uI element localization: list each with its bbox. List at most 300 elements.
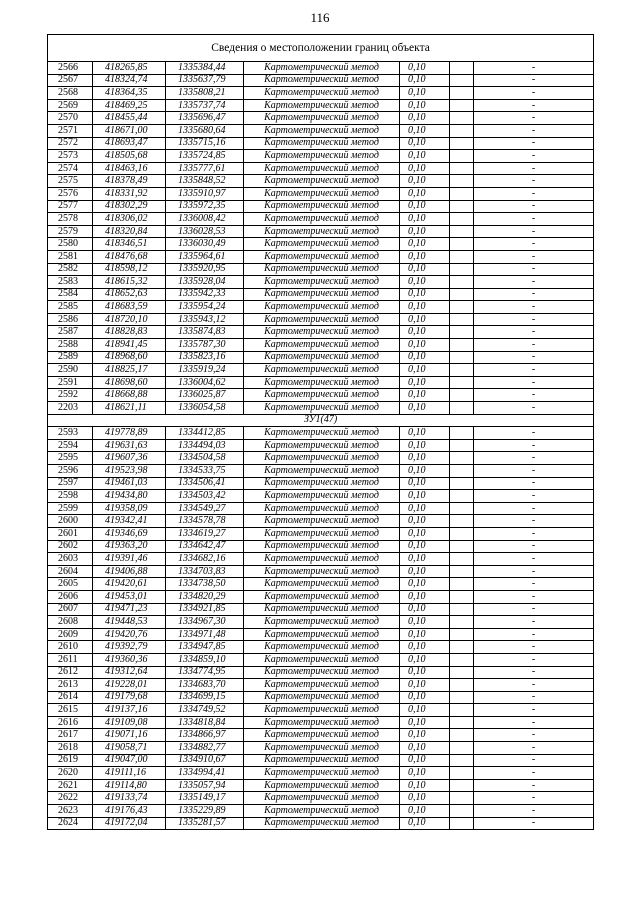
x-coordinate-cell: 419434,80: [93, 490, 166, 503]
accuracy-cell: 0,10: [400, 99, 450, 112]
table-row: [48, 402, 594, 415]
x-coordinate-cell: 418324,74: [93, 74, 166, 87]
note-cell: -: [474, 301, 594, 314]
x-coordinate-cell: 418364,35: [93, 87, 166, 100]
y-coordinate-cell: 1334619,27: [166, 527, 244, 540]
table-row: [48, 616, 594, 629]
x-coordinate-cell: 418968,60: [93, 351, 166, 364]
table-row: [48, 124, 594, 137]
note-cell: -: [474, 465, 594, 478]
accuracy-cell: 0,10: [400, 112, 450, 125]
note-cell: -: [474, 502, 594, 515]
method-cell: Картометрический метод: [244, 389, 400, 402]
method-cell: Картометрический метод: [244, 490, 400, 503]
x-coordinate-cell: 419071,16: [93, 729, 166, 742]
table-row: [48, 452, 594, 465]
y-coordinate-cell: 1334506,41: [166, 477, 244, 490]
table-row: [48, 590, 594, 603]
y-coordinate-cell: 1334774,95: [166, 666, 244, 679]
table-row: [48, 767, 594, 780]
note-cell: -: [474, 74, 594, 87]
y-coordinate-cell: 1335928,04: [166, 276, 244, 289]
note-cell: -: [474, 99, 594, 112]
description-cell: [450, 364, 474, 377]
accuracy-cell: 0,10: [400, 515, 450, 528]
x-coordinate-cell: 418455,44: [93, 112, 166, 125]
accuracy-cell: 0,10: [400, 578, 450, 591]
method-cell: Картометрический метод: [244, 137, 400, 150]
description-cell: [450, 112, 474, 125]
point-number-cell: 2575: [48, 175, 93, 188]
x-coordinate-cell: 419176,43: [93, 805, 166, 818]
x-coordinate-cell: 418828,83: [93, 326, 166, 339]
accuracy-cell: 0,10: [400, 679, 450, 692]
method-cell: Картометрический метод: [244, 792, 400, 805]
point-number-cell: 2584: [48, 288, 93, 301]
method-cell: Картометрический метод: [244, 590, 400, 603]
method-cell: Картометрический метод: [244, 616, 400, 629]
accuracy-cell: 0,10: [400, 767, 450, 780]
description-cell: [450, 817, 474, 830]
table-row: [48, 653, 594, 666]
y-coordinate-cell: 1334642,47: [166, 540, 244, 553]
description-cell: [450, 376, 474, 389]
table-row: [48, 339, 594, 352]
method-cell: Картометрический метод: [244, 502, 400, 515]
note-cell: -: [474, 779, 594, 792]
x-coordinate-cell: 418698,60: [93, 376, 166, 389]
table-row: [48, 805, 594, 818]
y-coordinate-cell: 1336054,58: [166, 402, 244, 415]
accuracy-cell: 0,10: [400, 364, 450, 377]
note-cell: -: [474, 376, 594, 389]
description-cell: [450, 792, 474, 805]
point-number-cell: 2572: [48, 137, 93, 150]
y-coordinate-cell: 1334967,30: [166, 616, 244, 629]
accuracy-cell: 0,10: [400, 124, 450, 137]
method-cell: Картометрический метод: [244, 628, 400, 641]
accuracy-cell: 0,10: [400, 87, 450, 100]
point-number-cell: 2586: [48, 313, 93, 326]
note-cell: -: [474, 716, 594, 729]
y-coordinate-cell: 1336030,49: [166, 238, 244, 251]
accuracy-cell: 0,10: [400, 452, 450, 465]
note-cell: -: [474, 616, 594, 629]
y-coordinate-cell: 1334412,85: [166, 427, 244, 440]
y-coordinate-cell: 1335724,85: [166, 150, 244, 163]
description-cell: [450, 553, 474, 566]
table-row: [48, 641, 594, 654]
method-cell: Картометрический метод: [244, 691, 400, 704]
point-number-cell: 2599: [48, 502, 93, 515]
table-row: [48, 540, 594, 553]
point-number-cell: 2613: [48, 679, 93, 692]
method-cell: Картометрический метод: [244, 427, 400, 440]
y-coordinate-cell: 1335680,64: [166, 124, 244, 137]
note-cell: -: [474, 62, 594, 75]
y-coordinate-cell: 1334971,48: [166, 628, 244, 641]
x-coordinate-cell: 418331,92: [93, 187, 166, 200]
accuracy-cell: 0,10: [400, 590, 450, 603]
x-coordinate-cell: 419392,79: [93, 641, 166, 654]
description-cell: [450, 187, 474, 200]
table-row: [48, 301, 594, 314]
description-cell: [450, 150, 474, 163]
x-coordinate-cell: 419391,46: [93, 553, 166, 566]
method-cell: Картометрический метод: [244, 679, 400, 692]
table-row: [48, 666, 594, 679]
point-number-cell: 2567: [48, 74, 93, 87]
table-row: [48, 490, 594, 503]
y-coordinate-cell: 1334494,03: [166, 439, 244, 452]
method-cell: Картометрический метод: [244, 225, 400, 238]
point-number-cell: 2622: [48, 792, 93, 805]
x-coordinate-cell: 419420,61: [93, 578, 166, 591]
x-coordinate-cell: 419363,20: [93, 540, 166, 553]
method-cell: Картометрический метод: [244, 565, 400, 578]
description-cell: [450, 225, 474, 238]
point-number-cell: 2566: [48, 62, 93, 75]
point-number-cell: 2601: [48, 527, 93, 540]
note-cell: -: [474, 288, 594, 301]
point-number-cell: 2574: [48, 162, 93, 175]
x-coordinate-cell: 418306,02: [93, 213, 166, 226]
y-coordinate-cell: 1336008,42: [166, 213, 244, 226]
description-cell: [450, 87, 474, 100]
table-title-row: [48, 35, 594, 62]
description-cell: [450, 124, 474, 137]
point-number-cell: 2590: [48, 364, 93, 377]
note-cell: -: [474, 439, 594, 452]
method-cell: Картометрический метод: [244, 578, 400, 591]
note-cell: -: [474, 225, 594, 238]
table-row: [48, 754, 594, 767]
note-cell: -: [474, 578, 594, 591]
accuracy-cell: 0,10: [400, 62, 450, 75]
method-cell: Картометрический метод: [244, 175, 400, 188]
description-cell: [450, 603, 474, 616]
table-row: [48, 213, 594, 226]
description-cell: [450, 326, 474, 339]
y-coordinate-cell: 1334504,58: [166, 452, 244, 465]
method-cell: Картометрический метод: [244, 313, 400, 326]
y-coordinate-cell: 1334882,77: [166, 742, 244, 755]
note-cell: -: [474, 389, 594, 402]
y-coordinate-cell: 1334910,67: [166, 754, 244, 767]
y-coordinate-cell: 1336025,87: [166, 389, 244, 402]
note-cell: -: [474, 666, 594, 679]
table-row: [48, 112, 594, 125]
point-number-cell: 2568: [48, 87, 93, 100]
table-row: [48, 162, 594, 175]
method-cell: Картометрический метод: [244, 439, 400, 452]
accuracy-cell: 0,10: [400, 150, 450, 163]
point-number-cell: 2571: [48, 124, 93, 137]
table-row: [48, 175, 594, 188]
table-row: [48, 238, 594, 251]
point-number-cell: 2589: [48, 351, 93, 364]
note-cell: -: [474, 276, 594, 289]
x-coordinate-cell: 419346,69: [93, 527, 166, 540]
method-cell: Картометрический метод: [244, 276, 400, 289]
method-cell: Картометрический метод: [244, 603, 400, 616]
method-cell: Картометрический метод: [244, 250, 400, 263]
table-row: [48, 263, 594, 276]
method-cell: Картометрический метод: [244, 553, 400, 566]
accuracy-cell: 0,10: [400, 439, 450, 452]
note-cell: -: [474, 187, 594, 200]
description-cell: [450, 679, 474, 692]
x-coordinate-cell: 419607,36: [93, 452, 166, 465]
method-cell: Картометрический метод: [244, 729, 400, 742]
accuracy-cell: 0,10: [400, 754, 450, 767]
y-coordinate-cell: 1335715,16: [166, 137, 244, 150]
point-number-cell: 2594: [48, 439, 93, 452]
method-cell: Картометрический метод: [244, 452, 400, 465]
description-cell: [450, 62, 474, 75]
accuracy-cell: 0,10: [400, 200, 450, 213]
method-cell: Картометрический метод: [244, 817, 400, 830]
accuracy-cell: 0,10: [400, 137, 450, 150]
method-cell: Картометрический метод: [244, 288, 400, 301]
note-cell: -: [474, 427, 594, 440]
point-number-cell: 2587: [48, 326, 93, 339]
y-coordinate-cell: 1334947,85: [166, 641, 244, 654]
description-cell: [450, 527, 474, 540]
accuracy-cell: 0,10: [400, 402, 450, 415]
accuracy-cell: 0,10: [400, 805, 450, 818]
table-row: [48, 87, 594, 100]
point-number-cell: 2618: [48, 742, 93, 755]
x-coordinate-cell: 419058,71: [93, 742, 166, 755]
description-cell: [450, 465, 474, 478]
x-coordinate-cell: 419109,08: [93, 716, 166, 729]
accuracy-cell: 0,10: [400, 313, 450, 326]
description-cell: [450, 729, 474, 742]
note-cell: -: [474, 263, 594, 276]
x-coordinate-cell: 419312,64: [93, 666, 166, 679]
y-coordinate-cell: 1334818,84: [166, 716, 244, 729]
x-coordinate-cell: 419778,89: [93, 427, 166, 440]
x-coordinate-cell: 418320,84: [93, 225, 166, 238]
table-row: [48, 225, 594, 238]
table-row: [48, 477, 594, 490]
y-coordinate-cell: 1335943,12: [166, 313, 244, 326]
accuracy-cell: 0,10: [400, 225, 450, 238]
table-row: [48, 704, 594, 717]
method-cell: Картометрический метод: [244, 666, 400, 679]
description-cell: [450, 200, 474, 213]
note-cell: -: [474, 87, 594, 100]
y-coordinate-cell: 1334703,83: [166, 565, 244, 578]
description-cell: [450, 238, 474, 251]
method-cell: Картометрический метод: [244, 527, 400, 540]
description-cell: [450, 590, 474, 603]
note-cell: -: [474, 112, 594, 125]
table-row: [48, 742, 594, 755]
note-cell: -: [474, 213, 594, 226]
method-cell: Картометрический метод: [244, 150, 400, 163]
accuracy-cell: 0,10: [400, 527, 450, 540]
y-coordinate-cell: 1336028,53: [166, 225, 244, 238]
note-cell: -: [474, 704, 594, 717]
x-coordinate-cell: 419137,16: [93, 704, 166, 717]
note-cell: -: [474, 679, 594, 692]
note-cell: -: [474, 742, 594, 755]
table-title: Сведения о местоположении границ объекта: [48, 35, 594, 62]
y-coordinate-cell: 1334549,27: [166, 502, 244, 515]
y-coordinate-cell: 1334738,50: [166, 578, 244, 591]
method-cell: Картометрический метод: [244, 805, 400, 818]
y-coordinate-cell: 1334699,15: [166, 691, 244, 704]
note-cell: -: [474, 364, 594, 377]
point-number-cell: 2585: [48, 301, 93, 314]
accuracy-cell: 0,10: [400, 817, 450, 830]
table-row: [48, 74, 594, 87]
y-coordinate-cell: 1335149,17: [166, 792, 244, 805]
description-cell: [450, 389, 474, 402]
x-coordinate-cell: 419360,36: [93, 653, 166, 666]
note-cell: -: [474, 628, 594, 641]
point-number-cell: 2588: [48, 339, 93, 352]
boundary-coordinates-table: [47, 34, 594, 830]
point-number-cell: 2570: [48, 112, 93, 125]
x-coordinate-cell: 418505,68: [93, 150, 166, 163]
point-number-cell: 2602: [48, 540, 93, 553]
note-cell: -: [474, 490, 594, 503]
x-coordinate-cell: 418621,11: [93, 402, 166, 415]
method-cell: Картометрический метод: [244, 704, 400, 717]
accuracy-cell: 0,10: [400, 641, 450, 654]
x-coordinate-cell: 419342,41: [93, 515, 166, 528]
description-cell: [450, 288, 474, 301]
method-cell: Картометрический метод: [244, 540, 400, 553]
table-row: [48, 515, 594, 528]
accuracy-cell: 0,10: [400, 263, 450, 276]
x-coordinate-cell: 419358,09: [93, 502, 166, 515]
y-coordinate-cell: 1335954,24: [166, 301, 244, 314]
table-row: [48, 502, 594, 515]
note-cell: -: [474, 339, 594, 352]
point-number-cell: 2580: [48, 238, 93, 251]
method-cell: Картометрический метод: [244, 515, 400, 528]
description-cell: [450, 515, 474, 528]
x-coordinate-cell: 418671,00: [93, 124, 166, 137]
method-cell: Картометрический метод: [244, 112, 400, 125]
accuracy-cell: 0,10: [400, 288, 450, 301]
x-coordinate-cell: 418668,88: [93, 389, 166, 402]
point-number-cell: 2609: [48, 628, 93, 641]
accuracy-cell: 0,10: [400, 276, 450, 289]
x-coordinate-cell: 419172,04: [93, 817, 166, 830]
point-number-cell: 2569: [48, 99, 93, 112]
note-cell: -: [474, 641, 594, 654]
x-coordinate-cell: 419453,01: [93, 590, 166, 603]
note-cell: -: [474, 326, 594, 339]
point-number-cell: 2607: [48, 603, 93, 616]
method-cell: Картометрический метод: [244, 351, 400, 364]
accuracy-cell: 0,10: [400, 691, 450, 704]
y-coordinate-cell: 1335637,79: [166, 74, 244, 87]
note-cell: -: [474, 527, 594, 540]
x-coordinate-cell: 418825,17: [93, 364, 166, 377]
note-cell: -: [474, 805, 594, 818]
method-cell: Картометрический метод: [244, 767, 400, 780]
description-cell: [450, 313, 474, 326]
point-number-cell: 2604: [48, 565, 93, 578]
section-label: ЗУ1(47): [48, 414, 594, 427]
accuracy-cell: 0,10: [400, 74, 450, 87]
method-cell: Картометрический метод: [244, 641, 400, 654]
x-coordinate-cell: 418720,10: [93, 313, 166, 326]
description-cell: [450, 213, 474, 226]
table-row: [48, 553, 594, 566]
y-coordinate-cell: 1334749,52: [166, 704, 244, 717]
note-cell: -: [474, 313, 594, 326]
point-number-cell: 2620: [48, 767, 93, 780]
method-cell: Картометрический метод: [244, 339, 400, 352]
x-coordinate-cell: 419114,80: [93, 779, 166, 792]
note-cell: -: [474, 238, 594, 251]
table-row: [48, 187, 594, 200]
accuracy-cell: 0,10: [400, 616, 450, 629]
accuracy-cell: 0,10: [400, 301, 450, 314]
note-cell: -: [474, 137, 594, 150]
method-cell: Картометрический метод: [244, 162, 400, 175]
table-row: [48, 716, 594, 729]
description-cell: [450, 565, 474, 578]
y-coordinate-cell: 1334533,75: [166, 465, 244, 478]
point-number-cell: 2595: [48, 452, 93, 465]
description-cell: [450, 779, 474, 792]
x-coordinate-cell: 418941,45: [93, 339, 166, 352]
point-number-cell: 2617: [48, 729, 93, 742]
method-cell: Картометрический метод: [244, 364, 400, 377]
note-cell: -: [474, 162, 594, 175]
table-row: [48, 439, 594, 452]
note-cell: -: [474, 817, 594, 830]
note-cell: -: [474, 691, 594, 704]
y-coordinate-cell: 1334682,16: [166, 553, 244, 566]
table-row: [48, 313, 594, 326]
note-cell: -: [474, 250, 594, 263]
x-coordinate-cell: 418615,32: [93, 276, 166, 289]
point-number-cell: 2600: [48, 515, 93, 528]
y-coordinate-cell: 1335777,61: [166, 162, 244, 175]
y-coordinate-cell: 1335737,74: [166, 99, 244, 112]
description-cell: [450, 250, 474, 263]
point-number-cell: 2577: [48, 200, 93, 213]
accuracy-cell: 0,10: [400, 187, 450, 200]
method-cell: Картометрический метод: [244, 376, 400, 389]
table-row: [48, 200, 594, 213]
accuracy-cell: 0,10: [400, 742, 450, 755]
x-coordinate-cell: 418265,85: [93, 62, 166, 75]
table-row: [48, 351, 594, 364]
x-coordinate-cell: 418346,51: [93, 238, 166, 251]
accuracy-cell: 0,10: [400, 792, 450, 805]
accuracy-cell: 0,10: [400, 603, 450, 616]
point-number-cell: 2581: [48, 250, 93, 263]
accuracy-cell: 0,10: [400, 427, 450, 440]
accuracy-cell: 0,10: [400, 339, 450, 352]
table-row: [48, 565, 594, 578]
note-cell: -: [474, 175, 594, 188]
point-number-cell: 2597: [48, 477, 93, 490]
note-cell: -: [474, 452, 594, 465]
table-row: [48, 527, 594, 540]
accuracy-cell: 0,10: [400, 666, 450, 679]
